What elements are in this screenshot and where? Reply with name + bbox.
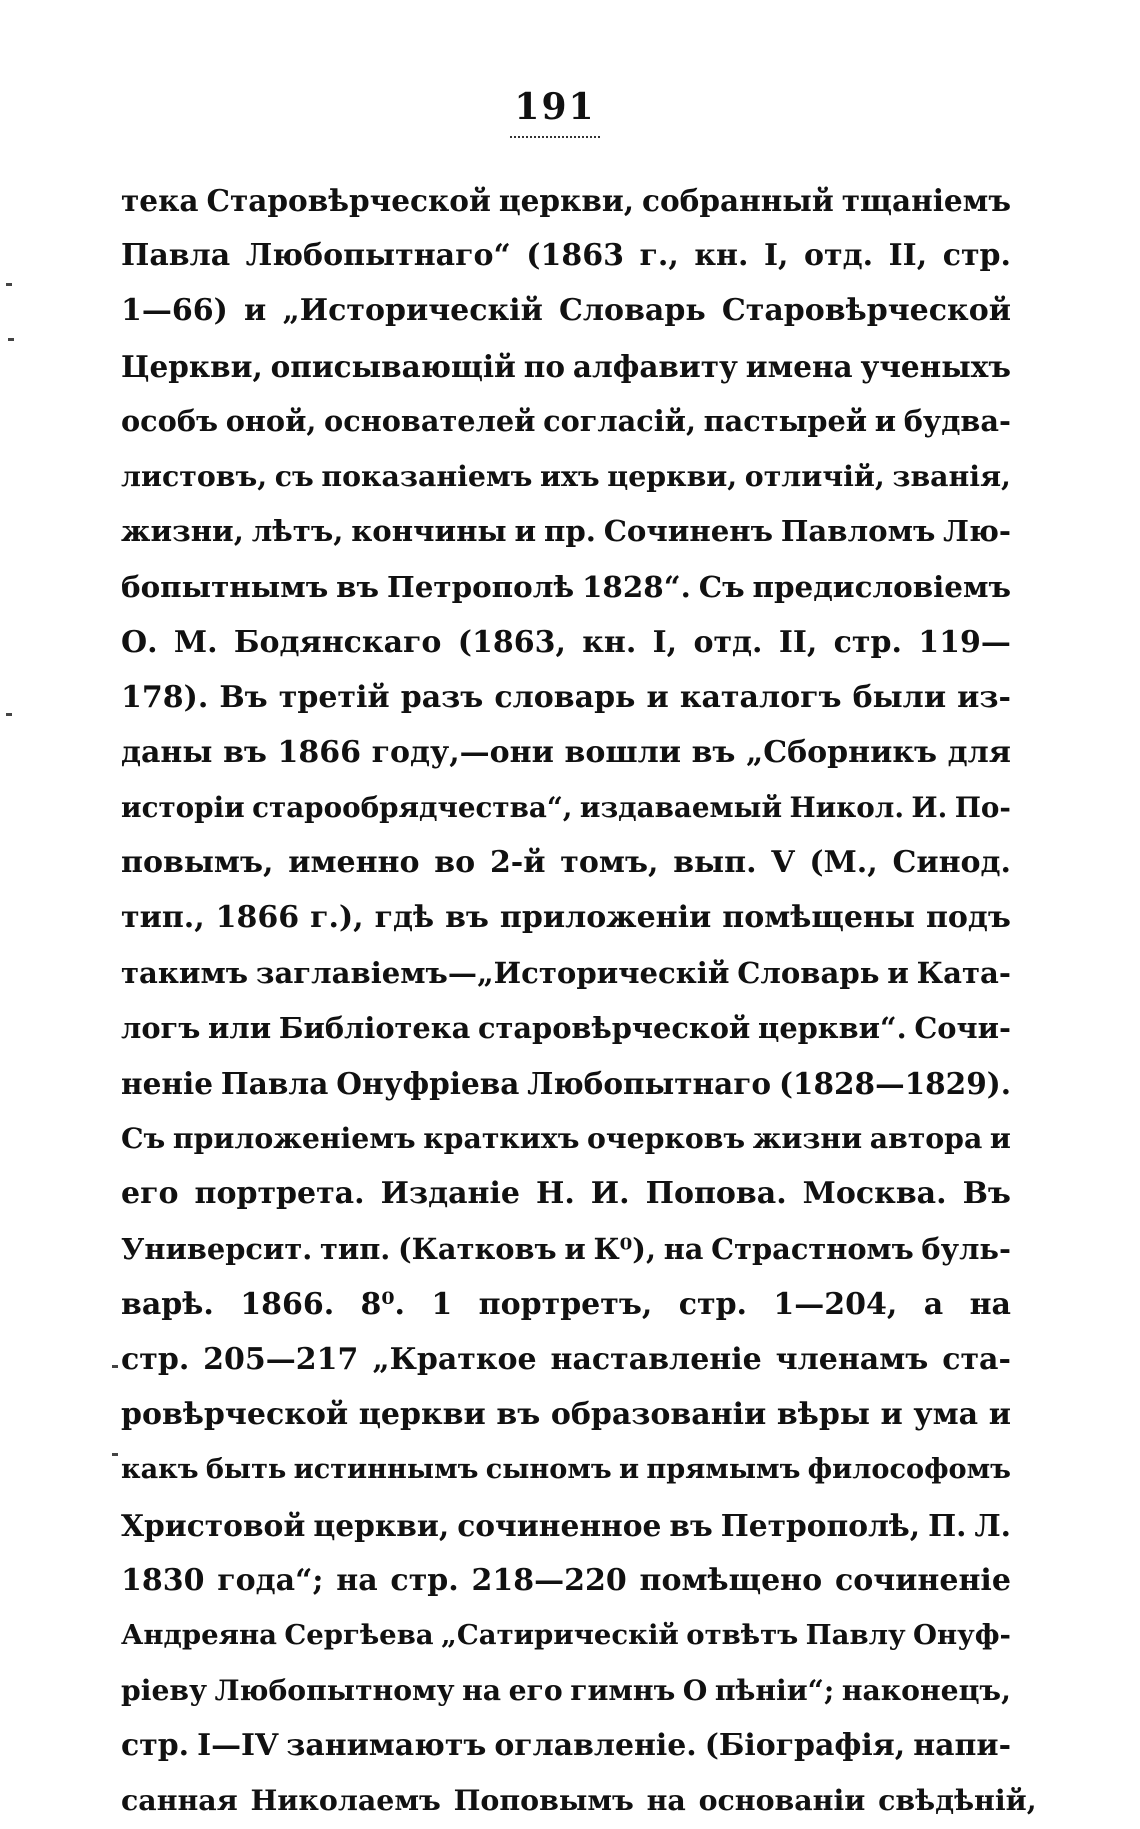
word: Павла	[220, 1066, 329, 1101]
word: напи-	[913, 1728, 1011, 1764]
word: Словарь	[559, 293, 706, 329]
word: наконецъ,	[841, 1674, 1011, 1708]
word: каталогъ	[679, 679, 842, 715]
word: II,	[778, 624, 818, 660]
word: „Сборникъ	[746, 734, 938, 770]
word: Университ.	[121, 1231, 313, 1266]
word: бопытнымъ	[121, 569, 329, 605]
word: портрета.	[194, 1176, 365, 1212]
word: свѣдѣній,	[878, 1783, 1037, 1818]
word: званія,	[892, 458, 1011, 493]
word: алфавиту	[572, 348, 738, 384]
word: Павлу	[805, 1618, 906, 1651]
word: и	[619, 1454, 640, 1486]
word: Поповымъ	[453, 1783, 634, 1818]
word: занимаютъ	[286, 1728, 487, 1764]
word: логъ	[121, 1010, 201, 1045]
word: и	[874, 403, 897, 438]
word: вошли	[564, 734, 681, 770]
word: Старовѣрческой	[721, 293, 1011, 329]
word: томъ,	[560, 845, 659, 881]
word: Въ	[962, 1176, 1011, 1212]
text-line	[121, 1111, 1011, 1166]
word: пѣніи“;	[714, 1674, 835, 1708]
word: Страстномъ	[711, 1231, 914, 1266]
word: заглавіемъ—„Историческій	[255, 955, 730, 990]
word: Сочи-	[914, 1010, 1011, 1045]
text-line	[121, 1442, 1011, 1497]
word: Христовой	[121, 1507, 306, 1543]
margin-speck	[6, 283, 12, 286]
word: отличій,	[744, 458, 885, 493]
text-line	[121, 780, 1011, 835]
word: такимъ	[121, 955, 249, 990]
word: г.),	[310, 900, 364, 936]
word: разъ	[400, 679, 484, 715]
page-number-rule	[510, 136, 600, 138]
word: по	[523, 348, 565, 384]
word: и	[646, 679, 669, 715]
text-line	[121, 1387, 1011, 1442]
word: собранный	[641, 183, 834, 218]
word: и	[989, 1121, 1011, 1156]
word: кн.	[694, 238, 749, 274]
text-line	[121, 228, 1011, 283]
word: во	[434, 845, 476, 881]
word: Н.	[535, 1176, 575, 1212]
word: П.	[928, 1507, 967, 1543]
word: и	[988, 1397, 1011, 1433]
word: показаніемъ	[321, 458, 533, 493]
word: кн.	[582, 624, 637, 660]
word: (Катковъ	[398, 1231, 557, 1266]
text-line	[121, 1663, 1011, 1718]
word: портретъ,	[478, 1286, 653, 1322]
word: стр.	[678, 1286, 747, 1322]
word: тщаніемъ	[841, 183, 1011, 218]
word: тип.	[319, 1231, 391, 1266]
word: 178).	[121, 679, 209, 715]
word: въ	[496, 1397, 541, 1433]
word: Изданіе	[380, 1176, 520, 1212]
word: 1866.	[240, 1286, 335, 1322]
word: „Краткое	[372, 1341, 537, 1377]
word: были	[852, 679, 947, 715]
word: въ	[669, 1507, 713, 1543]
text-line	[121, 1718, 1011, 1773]
word: старовѣрческой	[477, 1010, 751, 1045]
word: философомъ	[807, 1454, 1011, 1486]
word: въ	[445, 900, 489, 936]
word: въ	[336, 569, 380, 605]
word: церкви,	[313, 1507, 450, 1543]
word: „Историческій	[282, 293, 543, 329]
word: Съ	[121, 1121, 166, 1156]
word: особъ	[121, 403, 219, 438]
text-line	[121, 449, 1011, 504]
word: на	[663, 1231, 704, 1266]
word: сочиненное	[457, 1507, 662, 1543]
word: Павла	[121, 238, 231, 274]
word: основаніи	[698, 1783, 866, 1818]
text-line	[121, 1498, 1011, 1553]
word: пастырей	[703, 403, 868, 438]
word: буль-	[921, 1231, 1011, 1266]
word: ровѣрческой	[121, 1397, 349, 1433]
word: стр.	[390, 1562, 459, 1598]
margin-speck	[8, 338, 14, 341]
text-line	[121, 1222, 1011, 1277]
word: для	[947, 734, 1011, 770]
body-text	[121, 173, 1037, 1829]
word: церкви,	[498, 183, 635, 218]
word: прямымъ	[646, 1454, 801, 1486]
word: И.	[590, 1176, 630, 1212]
word: и	[244, 293, 267, 329]
word: съ	[274, 458, 314, 493]
margin-speck	[6, 713, 12, 716]
word: помѣщены	[722, 900, 915, 936]
text-line	[121, 670, 1011, 725]
word: По-	[954, 791, 1011, 825]
word: и	[514, 514, 537, 549]
word: помѣщено	[639, 1562, 823, 1598]
word: Церкви,	[121, 348, 263, 384]
word: 2-й	[489, 845, 546, 881]
text-line	[121, 559, 1011, 614]
word: очерковъ	[587, 1121, 746, 1156]
text-line	[121, 1332, 1011, 1387]
text-line	[121, 173, 1011, 228]
word: II,	[888, 238, 928, 274]
word: оной,	[225, 403, 317, 438]
word: согласій,	[543, 403, 696, 438]
word: (Біографія,	[704, 1728, 906, 1764]
word: тип.,	[121, 900, 205, 936]
word: Библіотека	[278, 1010, 471, 1045]
word: сочиненіе	[834, 1562, 1011, 1598]
word: образованіи	[550, 1397, 767, 1433]
word: лѣтъ,	[251, 514, 344, 549]
word: въ	[691, 734, 736, 770]
word: 218—220	[471, 1562, 627, 1598]
word: 1866	[215, 900, 300, 936]
word: Никол.	[789, 791, 905, 825]
word: Онуф-	[912, 1618, 1011, 1651]
text-line	[121, 725, 1011, 780]
word: отд.	[804, 238, 874, 274]
word: приложеніемъ	[172, 1121, 416, 1156]
word: гдѣ	[374, 900, 435, 936]
word: истиннымъ	[293, 1454, 479, 1486]
word: какъ	[121, 1454, 199, 1486]
word: Съ	[698, 569, 745, 605]
word: приложеніи	[499, 900, 712, 936]
word: Попова.	[645, 1176, 787, 1212]
word: 1—66)	[121, 293, 228, 329]
word: Павломъ	[780, 514, 936, 549]
word: стр.	[833, 624, 902, 660]
word: его	[121, 1176, 179, 1212]
word: отд.	[693, 624, 763, 660]
word: Бодянскаго	[233, 624, 442, 660]
text-line	[121, 1277, 1011, 1332]
word: Любопытнаго	[527, 1066, 772, 1101]
word: на	[969, 1286, 1011, 1322]
word: на	[646, 1783, 686, 1818]
word: листовъ,	[121, 458, 268, 493]
word: г.,	[639, 238, 679, 274]
text-line	[121, 1553, 1011, 1608]
word: краткихъ	[423, 1121, 580, 1156]
text-line	[121, 1001, 1011, 1056]
word: стр.	[942, 238, 1011, 274]
word: ріеву	[121, 1674, 208, 1708]
word: 1	[431, 1286, 453, 1322]
word: О	[682, 1674, 708, 1708]
text-line	[121, 890, 1011, 945]
word: въ	[223, 734, 267, 770]
word: отвѣтъ	[686, 1618, 799, 1651]
text-line	[121, 615, 1011, 670]
word: варѣ.	[121, 1286, 214, 1322]
word: Старовѣрческой	[206, 183, 491, 218]
word: I,	[764, 238, 789, 274]
word: санная	[121, 1783, 238, 1818]
word: стр.	[121, 1728, 190, 1764]
word: повымъ,	[121, 845, 274, 881]
text-line	[121, 946, 1011, 1001]
word: вып.	[673, 845, 757, 881]
text-line	[121, 1608, 1011, 1663]
word: Любопытнаго“	[245, 238, 511, 274]
word: третій	[278, 679, 390, 715]
word: 1866	[277, 734, 362, 770]
word: 8⁰.	[360, 1286, 406, 1322]
word: быть	[205, 1454, 287, 1486]
word: году,—они	[371, 734, 554, 770]
word: или	[208, 1010, 272, 1045]
word: жизни,	[121, 514, 244, 549]
word: его	[508, 1674, 563, 1708]
word: М.	[173, 624, 218, 660]
word: ста-	[942, 1341, 1011, 1377]
word: основателей	[324, 403, 536, 438]
word: членамъ	[775, 1341, 929, 1377]
text-line	[121, 339, 1011, 394]
word: словарь	[494, 679, 636, 715]
word: (1828—1829).	[778, 1066, 1011, 1101]
word: Сергѣева	[284, 1618, 434, 1651]
word: И.	[911, 791, 948, 825]
word: Онуфріева	[336, 1066, 520, 1101]
word: сыномъ	[485, 1454, 612, 1486]
margin-speck	[112, 1453, 118, 1456]
text-line	[121, 835, 1011, 890]
word: Синод.	[892, 845, 1011, 881]
word: церкви“.	[758, 1010, 907, 1045]
word: а	[923, 1286, 944, 1322]
word: неніе	[121, 1066, 213, 1101]
word: ума	[913, 1397, 979, 1433]
word: ученыхъ	[860, 348, 1011, 384]
word: Петрополѣ,	[720, 1507, 921, 1543]
word: 1—204,	[773, 1286, 898, 1322]
word: предисловіемъ	[752, 569, 1011, 605]
text-line	[121, 1166, 1011, 1221]
word: Петрополѣ	[386, 569, 575, 605]
word: Андреяна	[121, 1618, 277, 1651]
word: на	[462, 1674, 502, 1708]
word: ихъ	[539, 458, 600, 493]
word: церкви	[358, 1397, 486, 1433]
word: даны	[121, 734, 213, 770]
word: церкви,	[607, 458, 738, 493]
word: старообрядчества“,	[252, 791, 573, 825]
word: стр.	[121, 1341, 190, 1377]
word: пр.	[543, 514, 596, 549]
word: V	[771, 845, 795, 881]
word: 119—	[918, 624, 1011, 660]
word: и	[564, 1231, 586, 1266]
word: кончины	[351, 514, 507, 549]
word: I—IV	[197, 1728, 279, 1764]
word: I,	[652, 624, 678, 660]
word: Въ	[219, 679, 268, 715]
word: 1828“.	[582, 569, 691, 605]
word: О.	[121, 624, 158, 660]
word: года“;	[217, 1562, 324, 1598]
word: издаваемый	[579, 791, 783, 825]
word: имена	[745, 348, 853, 384]
word: тека	[121, 183, 199, 218]
word: вѣры	[776, 1397, 870, 1433]
word: и	[880, 1397, 903, 1433]
word: и	[887, 955, 909, 990]
word: подъ	[925, 900, 1011, 936]
word: Лю-	[943, 514, 1011, 549]
word: Л.	[974, 1507, 1011, 1543]
word: из-	[957, 679, 1011, 715]
word: Любопытному	[214, 1674, 455, 1708]
text-line	[121, 1056, 1011, 1111]
word: автора	[869, 1121, 983, 1156]
word: оглавленіе.	[494, 1728, 697, 1764]
word: 1830	[121, 1562, 205, 1598]
word: исторіи	[121, 791, 245, 825]
text-line	[121, 283, 1011, 338]
word: наставленіе	[550, 1341, 762, 1377]
word: описывающій	[270, 348, 516, 384]
word: Словарь	[737, 955, 880, 990]
margin-speck	[112, 1365, 118, 1368]
text-line	[121, 504, 1011, 559]
word: Николаемъ	[250, 1783, 441, 1818]
word: 205—217	[203, 1341, 359, 1377]
word: Ката-	[916, 955, 1011, 990]
text-line	[121, 1773, 1037, 1828]
word: жизни	[752, 1121, 863, 1156]
word: на	[336, 1562, 378, 1598]
word: Москва.	[802, 1176, 947, 1212]
text-line	[121, 394, 1011, 449]
word: (1863,	[457, 624, 566, 660]
word: „Сатирическій	[441, 1618, 679, 1651]
word: (1863	[526, 238, 624, 274]
word: Сочиненъ	[603, 514, 774, 549]
word: именно	[288, 845, 420, 881]
page-number: 191	[514, 86, 596, 128]
word: (М.,	[809, 845, 878, 881]
word: гимнъ	[570, 1674, 676, 1708]
word: К⁰),	[593, 1231, 656, 1266]
word: будва-	[903, 403, 1011, 438]
